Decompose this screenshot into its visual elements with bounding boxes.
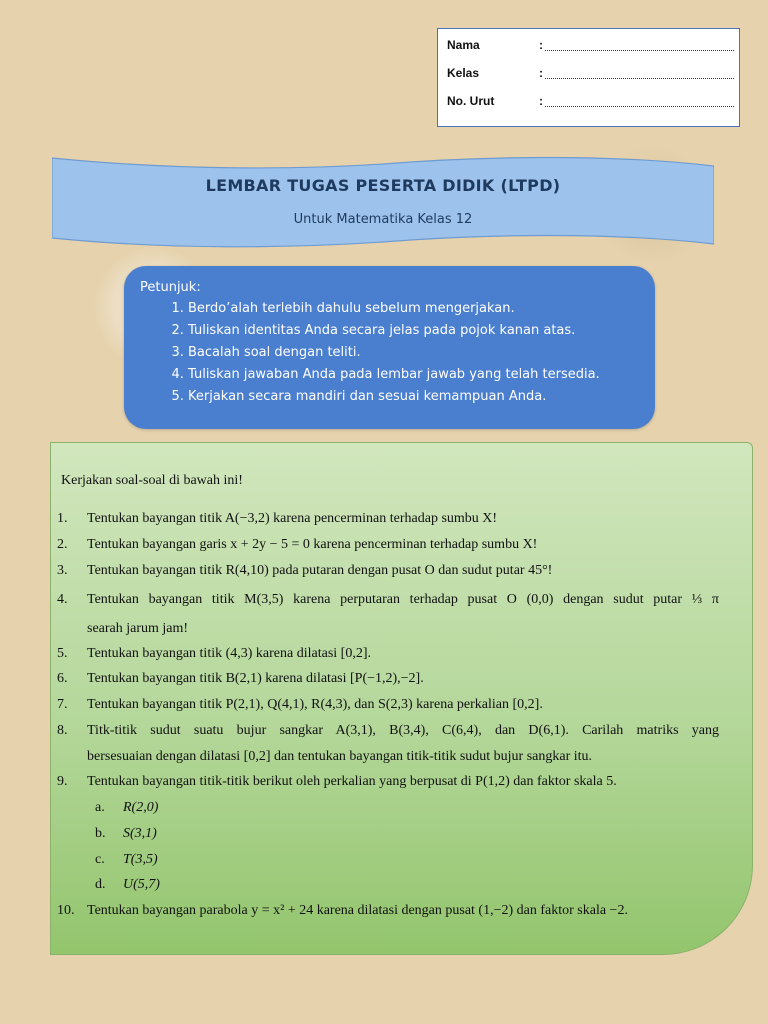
question-text: Tentukan bayangan garis x + 2y − 5 = 0 karena pencerminan terhadap sumbu X! (87, 537, 538, 552)
question-number: 9. (57, 774, 68, 789)
name-field[interactable] (447, 38, 732, 58)
order-number-colon: : (539, 94, 543, 108)
class-dotted-line (545, 78, 734, 79)
subitem-letter: d. (95, 877, 106, 892)
name-dotted-line (545, 50, 734, 51)
document-title: LEMBAR TUGAS PESERTA DIDIK (LTPD) (205, 176, 561, 195)
name-colon: : (539, 38, 543, 52)
question-number: 4. (57, 592, 68, 607)
order-number-field[interactable] (447, 94, 732, 114)
subitem-text: U(5,7) (123, 877, 160, 892)
question-number: 7. (57, 697, 68, 712)
question-number: 6. (57, 671, 68, 686)
identity-box (437, 28, 740, 127)
class-field[interactable] (447, 66, 732, 86)
subitem-text: T(3,5) (123, 852, 158, 867)
subitem-letter: a. (95, 800, 105, 815)
question-number: 10. (57, 903, 75, 918)
document-subtitle: Untuk Matematika Kelas 12 (293, 212, 473, 227)
question-text: Tentukan bayangan parabola y = x² + 24 karena dilatasi dengan pusat (1,−2) dan faktor skala −2. (87, 903, 628, 918)
instruction-item: 3. Bacalah soal dengan teliti. (188, 342, 600, 364)
name-label: Nama (447, 38, 480, 52)
subitem-text: R(2,0) (123, 800, 159, 815)
question-number: 5. (57, 646, 68, 661)
order-number-label: No. Urut (447, 94, 495, 108)
question-number: 8. (57, 723, 68, 738)
question-text-line-1: Titk-titik sudut suatu bujur sangkar A(3,1), B(3,4), C(6,4), dan D(6,1). Carilah matriks yang (87, 723, 719, 738)
question-text-line-2: searah jarum jam! (87, 621, 189, 636)
instructions-panel (124, 266, 655, 429)
order-number-dotted-line (545, 106, 734, 107)
question-number: 2. (57, 537, 68, 552)
subitem-letter: b. (95, 826, 106, 841)
question-text-line-1: Tentukan bayangan titik M(3,5) karena perputaran terhadap pusat O (0,0) dengan sudut putar ⅓ π (87, 592, 719, 607)
questions-panel (50, 442, 753, 955)
class-label: Kelas (447, 66, 480, 80)
subitem-text: S(3,1) (123, 826, 157, 841)
subitem-letter: c. (95, 852, 105, 867)
question-text: Tentukan bayangan titik B(2,1) karena dilatasi [P(−1,2),−2]. (87, 671, 424, 686)
question-number: 3. (57, 563, 68, 578)
question-text: Tentukan bayangan titik-titik berikut oleh perkalian yang berpusat di P(1,2) dan faktor skala 5. (87, 774, 617, 789)
banner-shape (52, 156, 714, 252)
question-text: Tentukan bayangan titik (4,3) karena dilatasi [0,2]. (87, 646, 371, 661)
instruction-item: 2. Tuliskan identitas Anda secara jelas pada pojok kanan atas. (188, 320, 600, 342)
question-text: Tentukan bayangan titik R(4,10) pada putaran dengan pusat O dan sudut putar 45°! (87, 563, 553, 578)
question-text: Tentukan bayangan titik A(−3,2) karena pencerminan terhadap sumbu X! (87, 511, 498, 526)
instruction-item: 4. Tuliskan jawaban Anda pada lembar jawab yang telah tersedia. (188, 364, 600, 386)
question-number: 1. (57, 511, 68, 526)
questions-intro: Kerjakan soal-soal di bawah ini! (61, 473, 243, 488)
instruction-item: 1. Berdo’alah terlebih dahulu sebelum mengerjakan. (188, 298, 600, 320)
instructions-list (164, 298, 600, 408)
question-text: Tentukan bayangan titik P(2,1), Q(4,1), R(4,3), dan S(2,3) karena perkalian [0,2]. (87, 697, 543, 712)
instruction-item: 5. Kerjakan secara mandiri dan sesuai kemampuan Anda. (188, 386, 600, 408)
question-text-line-2: bersesuaian dengan dilatasi [0,2] dan tentukan bayangan titik-titik sudut bujur sangkar itu. (87, 749, 593, 764)
class-colon: : (539, 66, 543, 80)
title-banner (52, 156, 714, 252)
instructions-heading: Petunjuk: (140, 280, 201, 295)
